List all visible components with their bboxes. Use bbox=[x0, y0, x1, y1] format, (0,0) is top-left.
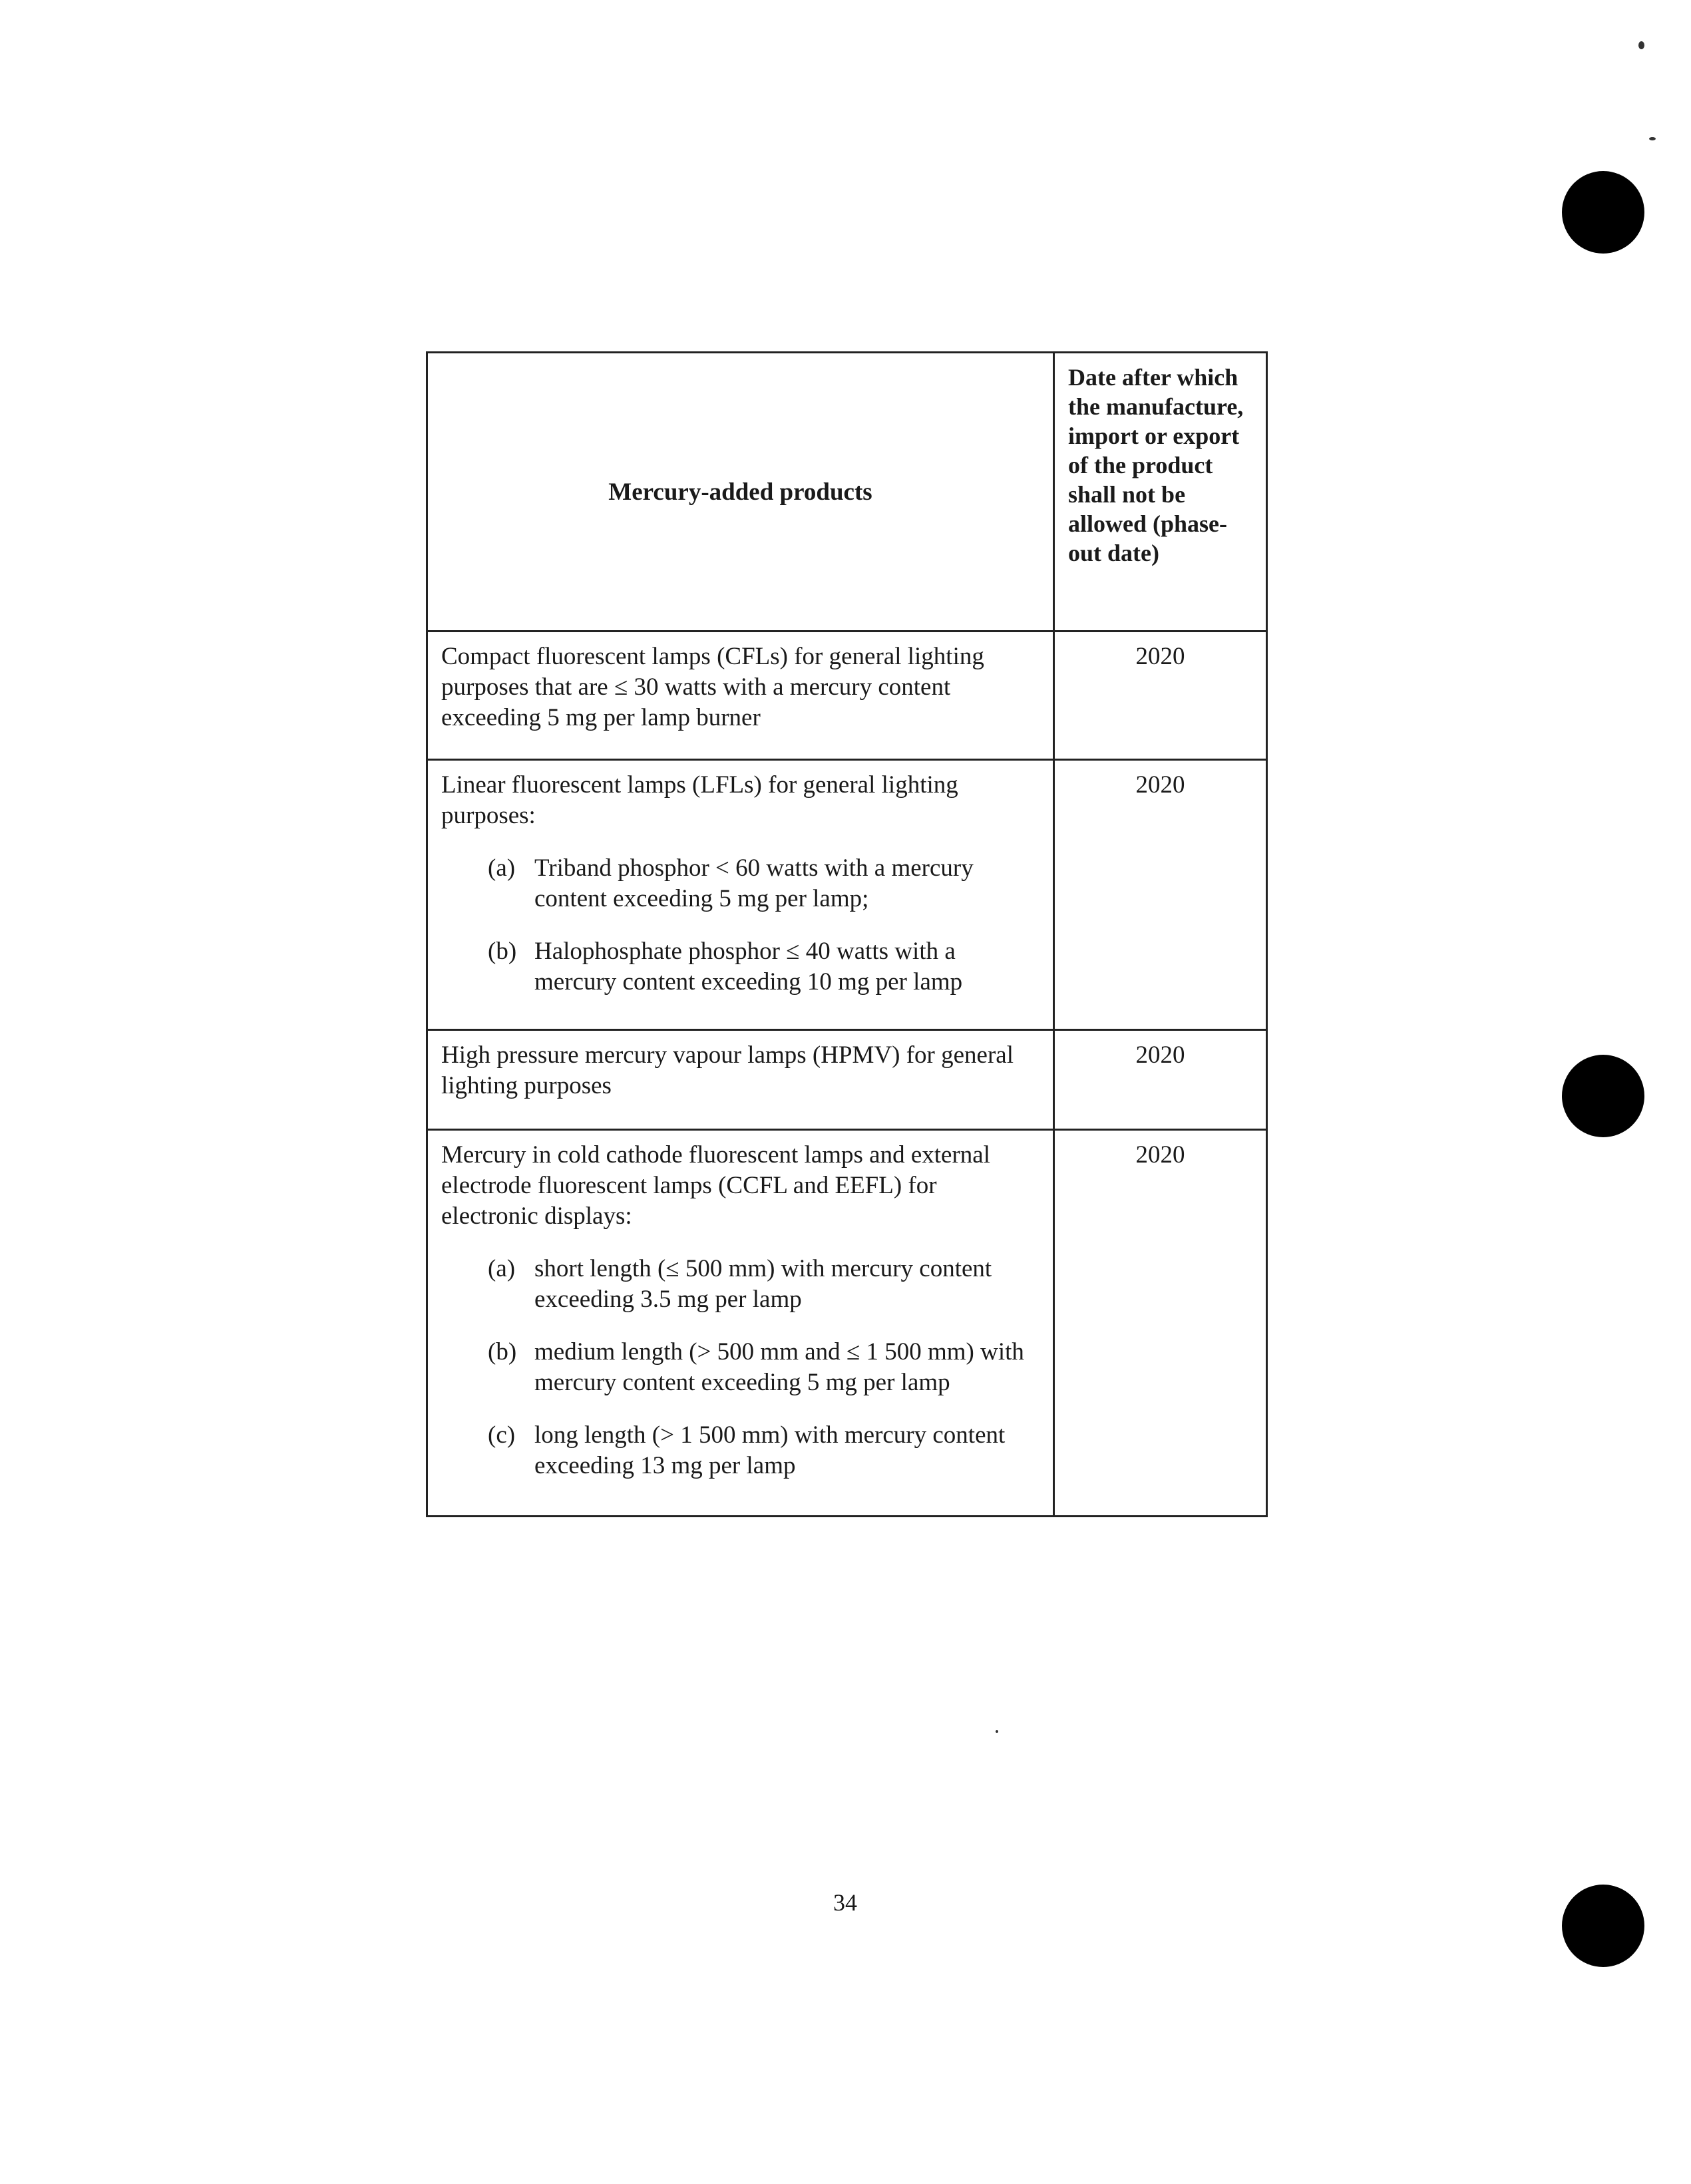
punch-hole-middle bbox=[1562, 1055, 1644, 1137]
scan-speck bbox=[996, 1730, 998, 1733]
sub-item-text: medium length (> 500 mm and ≤ 1 500 mm) with mercury content exceeding 5 mg per lamp bbox=[534, 1338, 1024, 1396]
table-row bbox=[427, 1030, 1267, 1130]
phase-out-date: 2020 bbox=[1054, 1130, 1267, 1517]
product-cell bbox=[427, 1130, 1054, 1517]
sub-item-label: (b) bbox=[488, 1338, 517, 1365]
page-number: 34 bbox=[833, 1889, 857, 1916]
table-row bbox=[427, 1130, 1267, 1517]
table-row bbox=[427, 632, 1267, 760]
sub-item-text: Halophosphate phosphor ≤ 40 watts with a mercury content exceeding 10 mg per lamp bbox=[534, 938, 963, 996]
sub-item bbox=[441, 853, 1039, 914]
header-products: Mercury-added products bbox=[427, 353, 1054, 632]
sub-item-label: (a) bbox=[488, 1255, 516, 1282]
sub-item-text: short length (≤ 500 mm) with mercury content exceeding 3.5 mg per lamp bbox=[534, 1255, 992, 1313]
punch-hole-bottom bbox=[1562, 1885, 1644, 1967]
phase-out-date: 2020 bbox=[1054, 632, 1267, 760]
product-cell bbox=[427, 1030, 1054, 1130]
product-cell bbox=[427, 632, 1054, 760]
product-description: High pressure mercury vapour lamps (HPMV) for general lighting purposes bbox=[441, 1041, 1014, 1099]
scan-speck bbox=[1649, 137, 1656, 140]
sub-item bbox=[441, 1254, 1039, 1315]
product-description: Linear fluorescent lamps (LFLs) for general lighting purposes: bbox=[441, 771, 958, 829]
product-description: Compact fluorescent lamps (CFLs) for general lighting purposes that are ≤ 30 watts with a mercury content exceeding 5 mg per lamp burner bbox=[441, 643, 984, 731]
sub-item bbox=[441, 936, 1039, 998]
header-phase-out-date: Date after which the manufacture, import or export of the product shall not be allowed (phase-out date) bbox=[1054, 353, 1267, 632]
mercury-products-table bbox=[426, 351, 1268, 1517]
sub-item bbox=[441, 1420, 1039, 1481]
product-description: Mercury in cold cathode fluorescent lamps and external electrode fluorescent lamps (CCFL and EEFL) for electronic displays: bbox=[441, 1141, 990, 1230]
sub-item-label: (b) bbox=[488, 938, 517, 965]
scan-speck bbox=[1638, 41, 1644, 49]
product-cell bbox=[427, 760, 1054, 1030]
sub-item-label: (c) bbox=[488, 1421, 516, 1449]
table-row bbox=[427, 760, 1267, 1030]
sub-item bbox=[441, 1337, 1039, 1398]
sub-item-label: (a) bbox=[488, 854, 516, 882]
table-header-row bbox=[427, 353, 1267, 632]
phase-out-date: 2020 bbox=[1054, 1030, 1267, 1130]
sub-item-text: Triband phosphor < 60 watts with a mercury content exceeding 5 mg per lamp; bbox=[534, 854, 974, 912]
punch-hole-top bbox=[1562, 171, 1644, 254]
sub-item-text: long length (> 1 500 mm) with mercury content exceeding 13 mg per lamp bbox=[534, 1421, 1006, 1479]
phase-out-date: 2020 bbox=[1054, 760, 1267, 1030]
